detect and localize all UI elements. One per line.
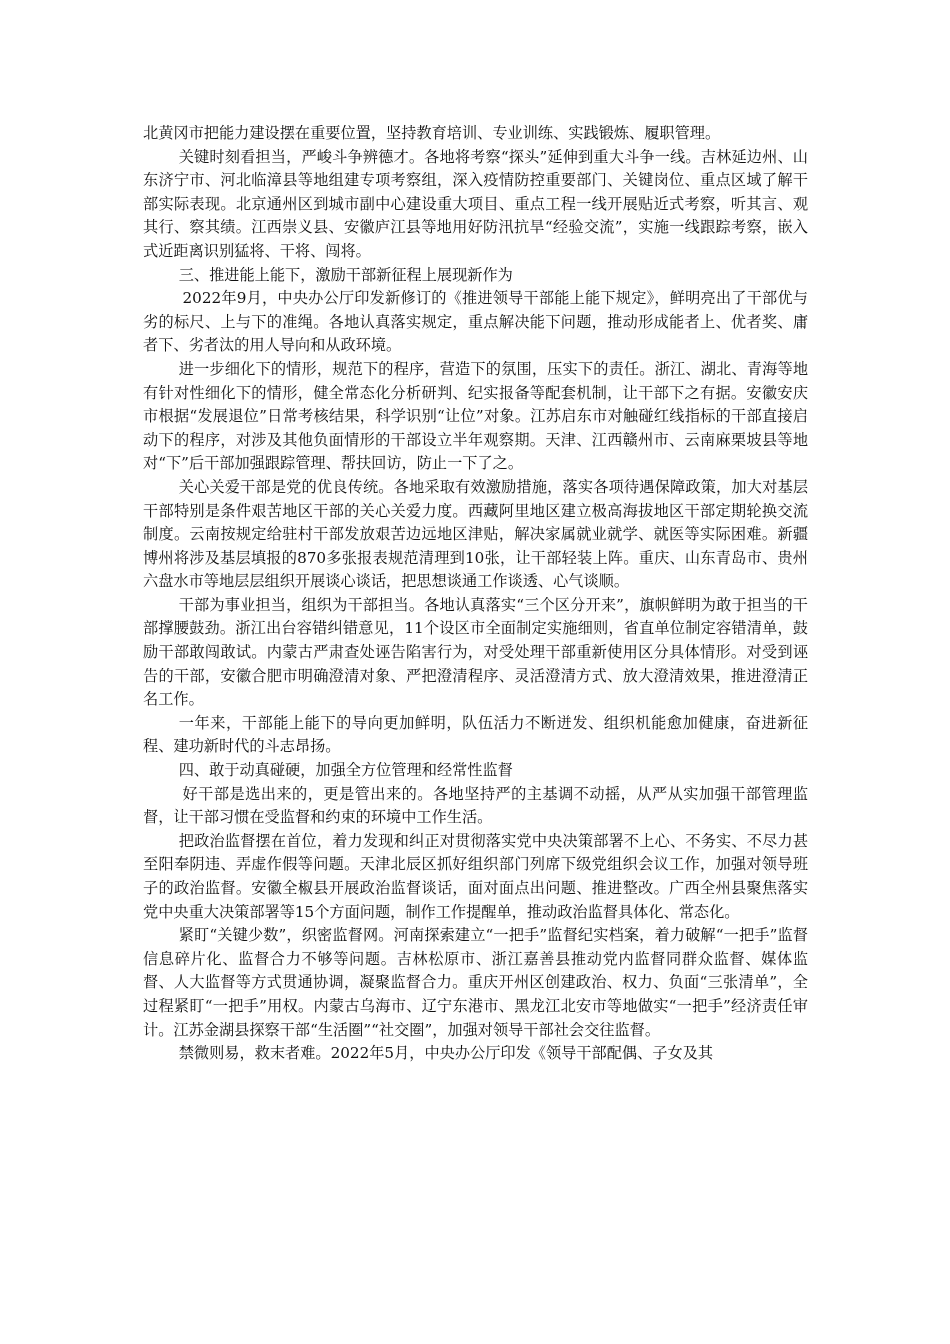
paragraph-11: 把政治监督摆在首位，着力发现和纠正对贯彻落实党中央决策部署不上心、不务实、不尽力甚至阳奉阴违、弄虚作假等问题。天津北辰区抓好组织部门列席下级党组织会议工作，加强对领导班子的政治监督。安徽全椒县开展政治监督谈话，面对面点出问题、推进整改。广西全州县聚焦落实党中央重大决策部署等15个方面问题，制作工作提醒单，推动政治监督具体化、常态化。 bbox=[143, 831, 808, 921]
paragraph-6: 关心关爱干部是党的优良传统。各地采取有效激励措施，落实各项待遇保障政策，加大对基层干部特别是条件艰苦地区干部的关心关爱力度。西藏阿里地区建立极高海拔地区干部定期轮换交流制度。云南按规定给驻村干部发放艰苦边远地区津贴，解决家属就业就学、就医等实际困难。新疆博州将涉及基层填报的870多张报表规范清理到10张，让干部轻装上阵。重庆、山东青岛市、贵州六盘水市等地层层组织开展谈心谈话，把思想谈通工作谈透、心气谈顺。 bbox=[143, 477, 808, 591]
paragraph-4: 2022年9月，中央办公厅印发新修订的《推进领导干部能上能下规定》，鲜明亮出了干部优与劣的标尺、上与下的准绳。各地认真落实规定，重点解决能下问题，推动形成能者上、优者奖、庸者下、劣者汰的用人导向和从政环境。 bbox=[143, 289, 808, 355]
paragraph-5: 进一步细化下的情形，规范下的程序，营造下的氛围，压实下的责任。浙江、湖北、青海等地有针对性细化下的情形，健全常态化分析研判、纪实报备等配套机制，让干部下之有据。安徽安庆市根据“发展退位”日常考核结果，科学识别“让位”对象。江苏启东市对触碰红线指标的干部直接启动下的程序，对涉及其他负面情形的干部设立半年观察期。天津、江西赣州市、云南麻栗坡县等地对“下”后干部加强跟踪管理、帮扶回访，防止一下了之。 bbox=[143, 359, 808, 473]
paragraph-10: 好干部是选出来的，更是管出来的。各地坚持严的主基调不动摇，从严从实加强干部管理监督，让干部习惯在受监督和约束的环境中工作生活。 bbox=[143, 784, 808, 827]
paragraph-7: 干部为事业担当，组织为干部担当。各地认真落实“三个区分开来”，旗帜鲜明为敢于担当的干部撑腰鼓劲。浙江出台容错纠错意见，11个设区市全面制定实施细则，省直单位制定容错清单，鼓励干部敢闯敢试。内蒙古严肃查处诬告陷害行为，对受处理干部重新使用区分具体情形。对受到诬告的干部，安徽合肥市明确澄清对象、严把澄清程序、灵活澄清方式、放大澄清效果，推进澄清正名工作。 bbox=[143, 595, 808, 709]
section-heading-4: 四、敢于动真碰硬，加强全方位管理和经常性监督 bbox=[178, 761, 513, 780]
paragraph-2: 关键时刻看担当，严峻斗争辨德才。各地将考察“探头”延伸到重大斗争一线。吉林延边州、山东济宁市、河北临漳县等地组建专项考察组，深入疫情防控重要部门、关键岗位、重点区域了解干部实际表现。北京通州区到城市副中心建设重大项目、重点工程一线开展贴近式考察，听其言、观其行、察其绩。江西崇义县、安徽庐江县等地用好防汛抗旱“经验交流”，实施一线跟踪考察，嵌入式近距离识别猛将、干将、闯将。 bbox=[143, 147, 808, 260]
paragraph-12: 紧盯“关键少数”，织密监督网。河南探索建立“一把手”监督纪实档案，着力破解“一把手”监督信息碎片化、监督合力不够等问题。吉林松原市、浙江嘉善县推动党内监督同群众监督、媒体监督、人大监督等方式贯通协调，凝聚监督合力。重庆开州区创建政治、权力、负面“三张清单”，全过程紧盯“一把手”用权。内蒙古乌海市、辽宁东港市、黑龙江北安市等地做实“一把手”经济责任审计。江苏金湖县探察干部“生活圈”“社交圈”，加强对领导干部社会交往监督。 bbox=[143, 926, 808, 1039]
paragraph-1: 北黄冈市把能力建设摆在重要位置，坚持教育培训、专业训练、实践锻炼、履职管理。 bbox=[143, 124, 721, 142]
section-heading-3: 三、推进能上能下，激励干部新征程上展现新作为 bbox=[178, 265, 513, 284]
paragraph-8: 一年来，干部能上能下的导向更加鲜明，队伍活力不断迸发、组织机能愈加健康，奋进新征程、建功新时代的斗志昂扬。 bbox=[143, 713, 808, 756]
document-page bbox=[143, 122, 808, 1066]
paragraph-13: 禁微则易，救末者难。2022年5月，中央办公厅印发《领导干部配偶、子女及其 bbox=[178, 1044, 714, 1063]
